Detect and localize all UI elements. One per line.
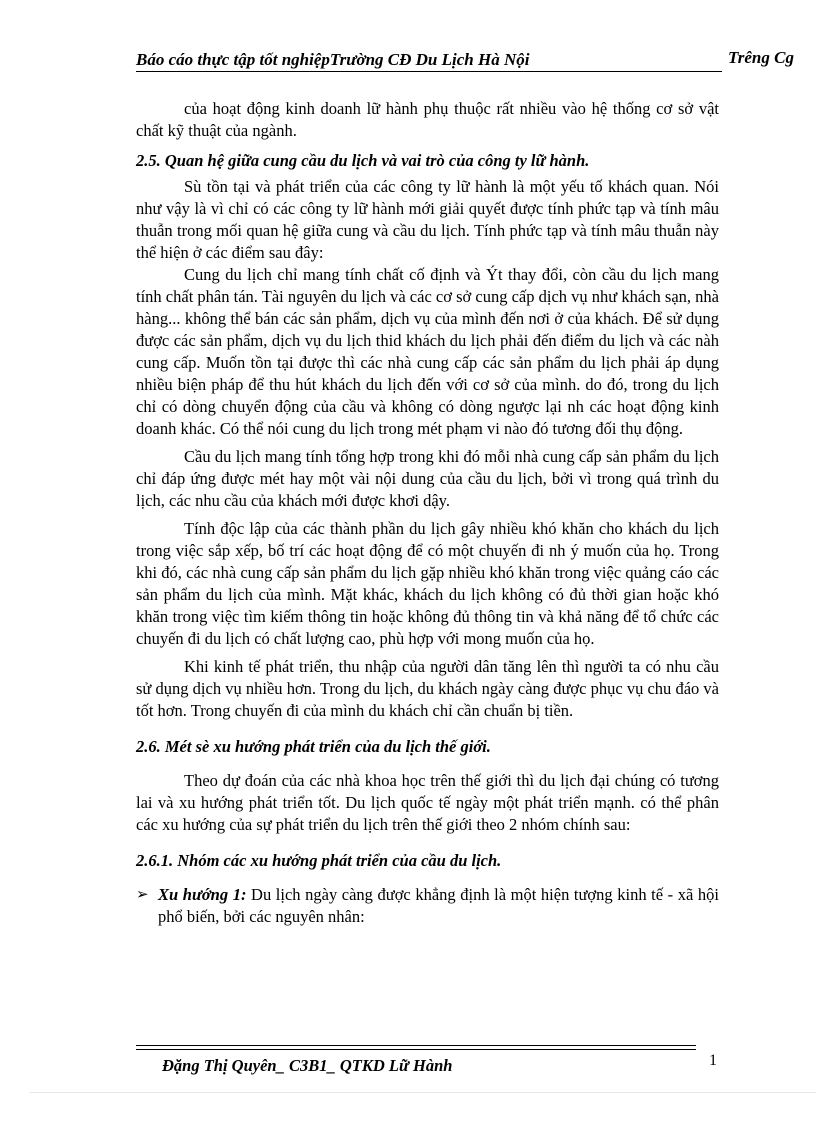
header-title: Báo cáo thực tập tốt nghiệpTrường CĐ Du Lịch Hà Nội [136, 50, 530, 69]
paragraph-5: Khi kinh tế phát triển, thu nhập của người dân tăng lên thì người ta có nhu cầu sử dụng dịch vụ nhiều hơn. Trong du lịch, du khách ngày càng được phục vụ chu đáo và tốt hơn. Trong chuyến đi của mình du khách chỉ cần chuẩn bị tiền. [136, 657, 719, 720]
heading-2-6: 2.6. Mét sè xu hướng phát triển của du lịch thế giới. [136, 737, 491, 756]
page-bottom-divider [30, 1092, 816, 1093]
arrow-bullet-icon: ➢ [136, 887, 149, 903]
page-number: 1 [709, 1052, 717, 1069]
paragraph-6: Theo dự đoán của các nhà khoa học trên thế giới thì du lịch đại chúng có tương lai và xu hướng phát triển tốt. Du lịch quốc tế ngày một phát triển mạnh. có thể phân các xu hướng của sự phát triển du lịch trên thế giới theo 2 nhóm chính sau: [136, 771, 719, 834]
bullet-trend-1 [136, 884, 719, 928]
footer-rule-bottom [136, 1049, 696, 1050]
bullet-text [158, 884, 719, 928]
heading-2-5: 2.5. Quan hệ giữa cung cầu du lịch và vai trò của công ty lữ hành. [136, 151, 590, 170]
paragraph-intro: của hoạt động kinh doanh lữ hành phụ thuộc rất nhiều vào hệ thống cơ sở vật chất kỹ thuật của ngành. [136, 99, 719, 140]
header-right-text: Trêng Cg [728, 48, 794, 67]
heading-2-6-1: 2.6.1. Nhóm các xu hướng phát triển của cầu du lịch. [136, 851, 502, 870]
bullet-label: Xu hướng 1: [158, 885, 247, 904]
bullet-body: Du lịch ngày càng được khẳng định là một hiện tượng kinh tế - xã hội phổ biến, bởi các nguyên nhân: [158, 885, 719, 926]
header-rule [136, 71, 722, 72]
page-header [136, 50, 816, 72]
document-body [136, 98, 719, 928]
paragraph-4: Tính độc lập của các thành phần du lịch gây nhiều khó khăn cho khách du lịch trong việc sắp xếp, bố trí các hoạt động để có một chuyến đi nh ý muốn của họ. Trong khi đó, các nhà cung cấp sản phẩm du lịch gặp nhiều khó khăn trong việc quảng cáo các sản phẩm du lịch của mình. Mặt khác, khách du lịch không có đủ thời gian hoặc khó khăn trong việc tìm kiếm thông tin hoặc không đủ thông tin và khả năng để tổ chức các chuyến đi du lịch có chất lượng cao, phù hợp với mong muốn của họ. [136, 519, 719, 648]
paragraph-3: Cầu du lịch mang tính tổng hợp trong khi đó mỗi nhà cung cấp sản phẩm du lịch chỉ đáp ứng được mét hay một vài nội dung của cầu du lịch, bởi vì trong quá trình du lịch, các nhu cầu của khách mới được khơi dậy. [136, 447, 719, 510]
footer-rule-top [136, 1045, 696, 1046]
paragraph-2: Cung du lịch chỉ mang tính chất cố định và Ýt thay đổi, còn cầu du lịch mang tính chất phân tán. Tài nguyên du lịch và các cơ sở cung cấp dịch vụ như khách sạn, nhà hàng... không thể bán các sản phẩm, dịch vụ của mình đến nơi ở của khách. Để sử dụng được các sản phẩm, dịch vụ du lịch thid khách du lịch phải đến điểm du lịch và các nàh cung cấp. Muốn tồn tại được thì các nhà cung cấp các sản phẩm du lịch phải áp dụng nhiều biện pháp để thu hút khách du lịch đến với cơ sở của mình. do đó, trong du lịch chỉ có dòng chuyển động của cầu và không có dòng ngược lại nh các hoạt động kinh doanh khác. Có thể nói cung du lịch trong mét phạm vi nào đó tương đối thụ động. [136, 265, 719, 438]
footer-author: Đặng Thị Quyên_ C3B1_ QTKD Lữ Hành [162, 1056, 453, 1075]
paragraph-1: Sù tồn tại và phát triển của các công ty lữ hành là một yếu tố khách quan. Nói như vậy là vì chỉ có các công ty lữ hành mới giải quyết được tính phức tạp và tính mâu thuẫn trong mối quan hệ giữa cung và cầu du lịch. Tính phức tạp và tính mâu thuẫn này thể hiện ở các điểm sau đây: [136, 177, 719, 262]
